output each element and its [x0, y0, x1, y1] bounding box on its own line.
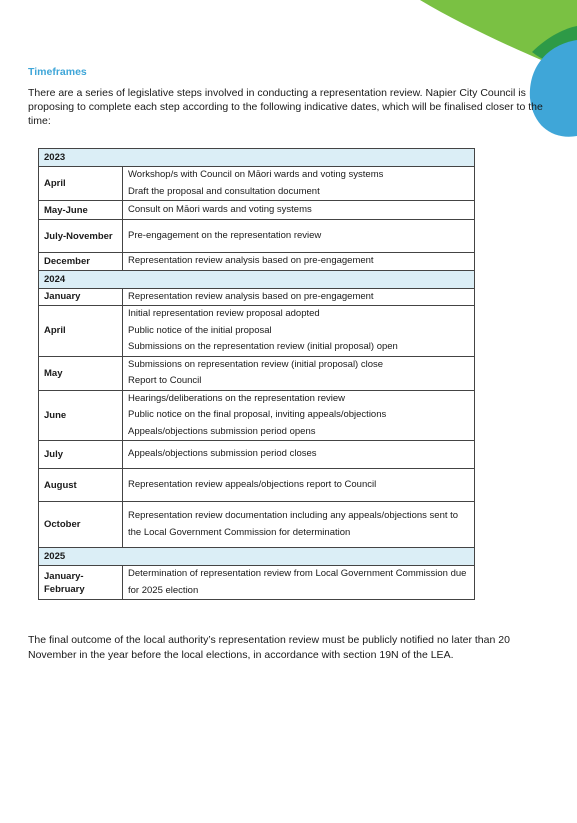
activity-item: Representation review appeals/objections report to Council	[128, 478, 377, 490]
timeline-row	[39, 469, 475, 502]
period-cell: July	[39, 441, 123, 469]
activity-item: Appeals/objections submission period closes	[128, 448, 317, 460]
activity-cell	[123, 441, 475, 469]
year-label: 2023	[39, 149, 475, 167]
timeline-row	[39, 566, 475, 600]
closing-paragraph: The final outcome of the local authority’s representation review must be publicly notified no later than 20 November in the year before the local elections, in accordance with section 19N of the LEA.	[28, 634, 510, 661]
activity-item: Workshop/s with Council on Māori wards and voting systems	[128, 169, 384, 180]
period-cell: May	[39, 356, 123, 390]
year-row	[39, 548, 475, 566]
period-cell: July-November	[39, 220, 123, 253]
timeframes-table	[38, 148, 475, 600]
activity-cell	[123, 253, 475, 271]
year-label: 2025	[39, 548, 475, 566]
period-cell: January-February	[39, 566, 123, 600]
activity-cell	[123, 220, 475, 253]
period-cell: May-June	[39, 201, 123, 220]
activity-cell	[123, 356, 475, 390]
activity-cell	[123, 288, 475, 306]
activity-cell	[123, 390, 475, 441]
period-cell: October	[39, 502, 123, 548]
period-cell: December	[39, 253, 123, 271]
timeline-row	[39, 253, 475, 271]
timeline-row	[39, 167, 475, 201]
activity-item: Appeals/objections submission period opens	[128, 425, 316, 437]
activity-cell	[123, 469, 475, 502]
timeline-row	[39, 502, 475, 548]
activity-item: Hearings/deliberations on the representation review	[128, 392, 346, 404]
corner-decoration	[0, 0, 577, 160]
period-cell: June	[39, 390, 123, 441]
activity-item: Public notice of the initial proposal	[128, 324, 272, 336]
activity-item: Submissions on representation review (initial proposal) close	[128, 358, 384, 370]
timeline-row	[39, 441, 475, 469]
activity-cell	[123, 201, 475, 220]
activity-item: Initial representation review proposal adopted	[128, 308, 320, 319]
timeline-row	[39, 356, 475, 390]
timeline-row	[39, 220, 475, 253]
timeline-row	[39, 390, 475, 441]
timeline-row	[39, 306, 475, 357]
activity-cell	[123, 566, 475, 600]
period-cell: August	[39, 469, 123, 502]
activity-item: Submissions on the representation review (initial proposal) open	[128, 341, 398, 352]
period-cell: April	[39, 306, 123, 357]
activity-item: Representation review documentation including any appeals/objections sent to the Local Government Commission for determination	[128, 510, 459, 538]
activity-cell	[123, 306, 475, 357]
activity-cell	[123, 167, 475, 201]
activity-item: Representation review analysis based on pre-engagement	[128, 290, 374, 302]
timeline-row	[39, 201, 475, 220]
activity-item: Public notice on the final proposal, inviting appeals/objections	[128, 409, 387, 420]
activity-cell	[123, 502, 475, 548]
activity-item: Consult on Māori wards and voting systems	[128, 203, 312, 215]
period-cell: April	[39, 167, 123, 201]
activity-item: Determination of representation review from Local Government Commission due for 2025 election	[128, 568, 467, 596]
period-cell: January	[39, 288, 123, 306]
year-row	[39, 149, 475, 167]
timeline-row	[39, 288, 475, 306]
section-heading: Timeframes	[28, 66, 87, 78]
activity-item: Pre-engagement on the representation review	[128, 229, 322, 241]
year-row	[39, 270, 475, 288]
activity-item: Draft the proposal and consultation document	[128, 185, 320, 197]
activity-item: Report to Council	[128, 375, 202, 386]
year-label: 2024	[39, 270, 475, 288]
activity-item: Representation review analysis based on pre-engagement	[128, 255, 374, 266]
intro-paragraph: There are a series of legislative steps involved in conducting a representation review. Napier City Council is proposing to complete each step according to the following indicative dates, which will be finalised closer to the time:	[28, 87, 543, 127]
